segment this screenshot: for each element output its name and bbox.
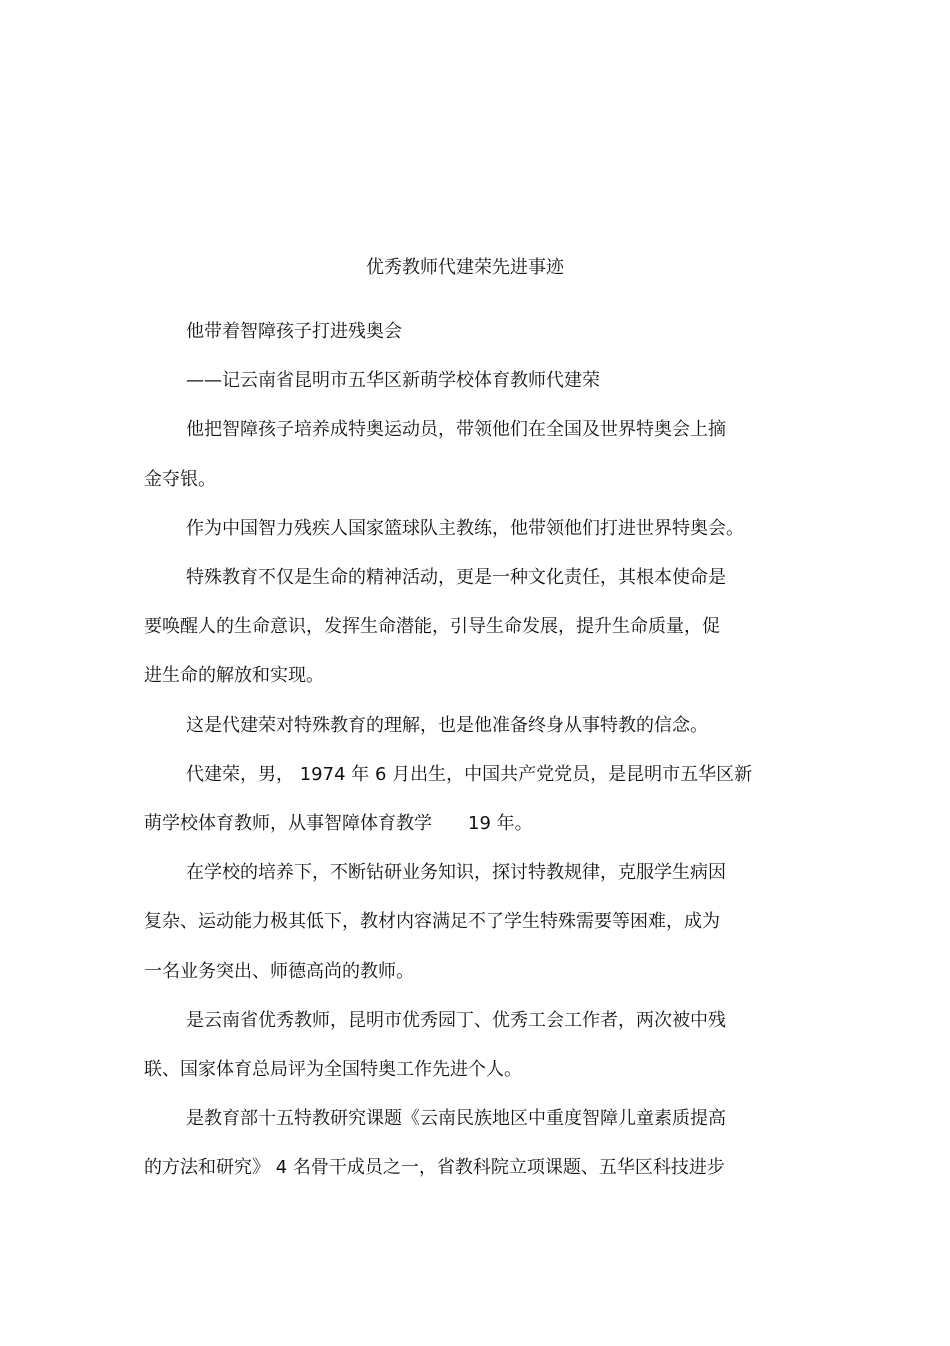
body-text-line: 是教育部十五特教研究课题《云南民族地区中重度智障儿童素质提高	[186, 1108, 726, 1130]
body-text-line: 萌学校体育教师，从事智障体育教学 19 年。	[144, 813, 533, 834]
body-text-line: 他把智障孩子培养成特奥运动员，带领他们在全国及世界特奥会上摘	[186, 419, 726, 441]
body-text-line: 作为中国智力残疾人国家篮球队主教练，他带领他们打进世界特奥会。	[186, 517, 744, 539]
body-text-line: 在学校的培养下，不断钻研业务知识，探讨特教规律，克服学生病因	[186, 862, 726, 884]
body-text-line: 特殊教育不仅是生命的精神活动，更是一种文化责任，其根本使命是	[186, 567, 726, 588]
body-text-line: 联、国家体育总局评为全国特奥工作先进个人。	[144, 1059, 522, 1080]
body-text-line: 的方法和研究》 4 名骨干成员之一，省教科院立项课题、五华区科技进步	[144, 1157, 725, 1179]
document-title: 优秀教师代建荣先进事迹	[366, 257, 564, 278]
body-text-line: 是云南省优秀教师，昆明市优秀园丁、优秀工会工作者，两次被中残	[186, 1009, 726, 1031]
body-text-line: ——记云南省昆明市五华区新萌学校体育教师代建荣	[186, 370, 600, 392]
body-text-line: 代建荣，男， 1974 年 6 月出生，中国共产党党员，是昆明市五华区新	[186, 763, 753, 785]
body-text-line: 这是代建荣对特殊教育的理解，也是他准备终身从事特教的信念。	[186, 714, 708, 736]
body-text-line: 进生命的解放和实现。	[144, 665, 324, 687]
body-text-line: 金夺银。	[144, 468, 216, 490]
body-text-line: 一名业务突出、师德高尚的教师。	[144, 960, 414, 982]
body-text-line: 他带着智障孩子打进残奥会	[186, 321, 402, 342]
body-text-line: 要唤醒人的生命意识，发挥生命潜能，引导生命发展，提升生命质量，促	[144, 616, 720, 638]
body-text-line: 复杂、运动能力极其低下，教材内容满足不了学生特殊需要等困难，成为	[144, 911, 720, 933]
